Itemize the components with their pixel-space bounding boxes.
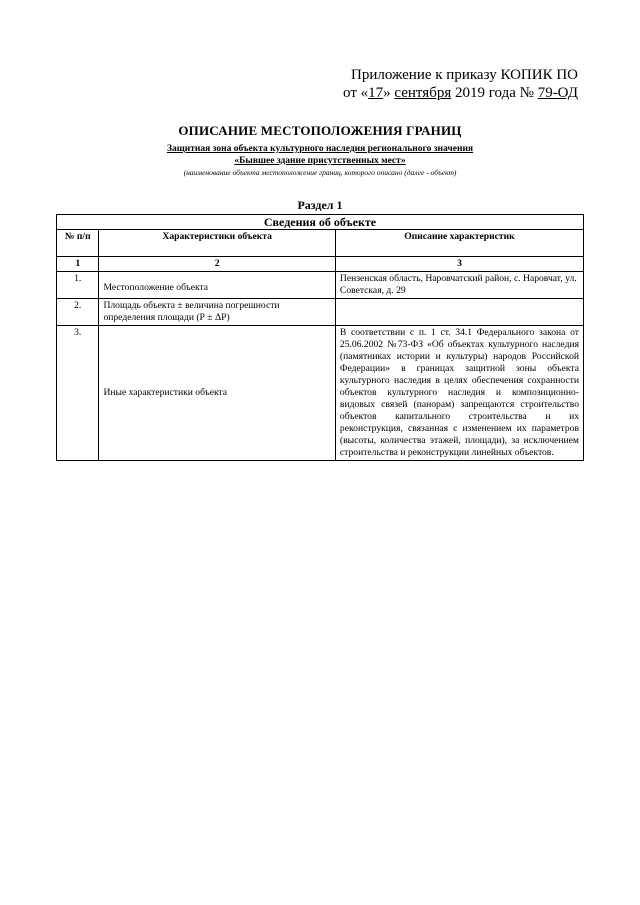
header-characteristic: Характеристики объекта	[99, 230, 335, 257]
object-subtitle-line1: Защитная зона объекта культурного наследия регионального значения	[166, 144, 474, 154]
row-number: 1.	[57, 272, 99, 299]
order-number: 79-ОД	[537, 85, 578, 101]
subtitle-caption: (наименование объекта местоположение границ, которого описано (далее - объект)	[183, 168, 457, 177]
table-row	[57, 272, 584, 299]
row-number: 2.	[57, 299, 99, 326]
object-info-table	[56, 214, 584, 461]
order-reference-line2	[343, 84, 578, 102]
order-reference-line1: Приложение к приказу КОПИК ПО	[351, 67, 578, 83]
header-description: Описание характеристик	[335, 230, 583, 257]
column-number-2: 2	[99, 257, 335, 272]
date-separator: »	[383, 85, 395, 101]
table-row	[57, 299, 584, 326]
section-title: Раздел 1	[297, 198, 343, 212]
column-number-3: 3	[335, 257, 583, 272]
date-prefix: от «	[343, 85, 369, 101]
table-header-row	[57, 230, 584, 257]
row-description: В соответствии с п. 1 ст. 34.1 Федерального закона от 25.06.2002 №73-ФЗ «Об объектах культурного наследия (памятниках истории и культуры) народов Российской Федерации» в границах защитной зоны объекта культурного наследия в целях обеспечения сохранности объектов культурного наследия и композиционно-видовых связей (панорам) запрещаются строительство объектов капитального строительства и их реконструкция, связанная с изменением их параметров (высоты, количества этажей, площади), за исключением строительства и реконструкции линейных объектов.	[335, 326, 583, 461]
column-number-row	[57, 257, 584, 272]
row-characteristic: Местоположение объекта	[99, 272, 335, 299]
column-number-1: 1	[57, 257, 99, 272]
row-description: Пензенская область, Наровчатский район, с. Наровчат, ул. Советская, д. 29	[335, 272, 583, 299]
table-banner: Сведения об объекте	[57, 215, 584, 230]
document-title: ОПИСАНИЕ МЕСТОПОЛОЖЕНИЯ ГРАНИЦ	[178, 123, 462, 138]
year-number-text: 2019 года №	[451, 85, 538, 101]
row-characteristic: Иные характеристики объекта	[99, 326, 335, 461]
row-description	[335, 299, 583, 326]
order-reference	[343, 66, 578, 102]
row-number: 3.	[57, 326, 99, 461]
table-banner-row	[57, 215, 584, 230]
object-subtitle-line2: «Бывшее здание присутственных мест»	[234, 156, 406, 166]
header-number: № п/п	[57, 230, 99, 257]
order-day: 17	[368, 85, 384, 101]
order-month: сентября	[394, 85, 452, 101]
table-row	[57, 326, 584, 461]
row-characteristic: Площадь объекта ± величина погрешности определения площади (Р ± ΔР)	[99, 299, 335, 326]
